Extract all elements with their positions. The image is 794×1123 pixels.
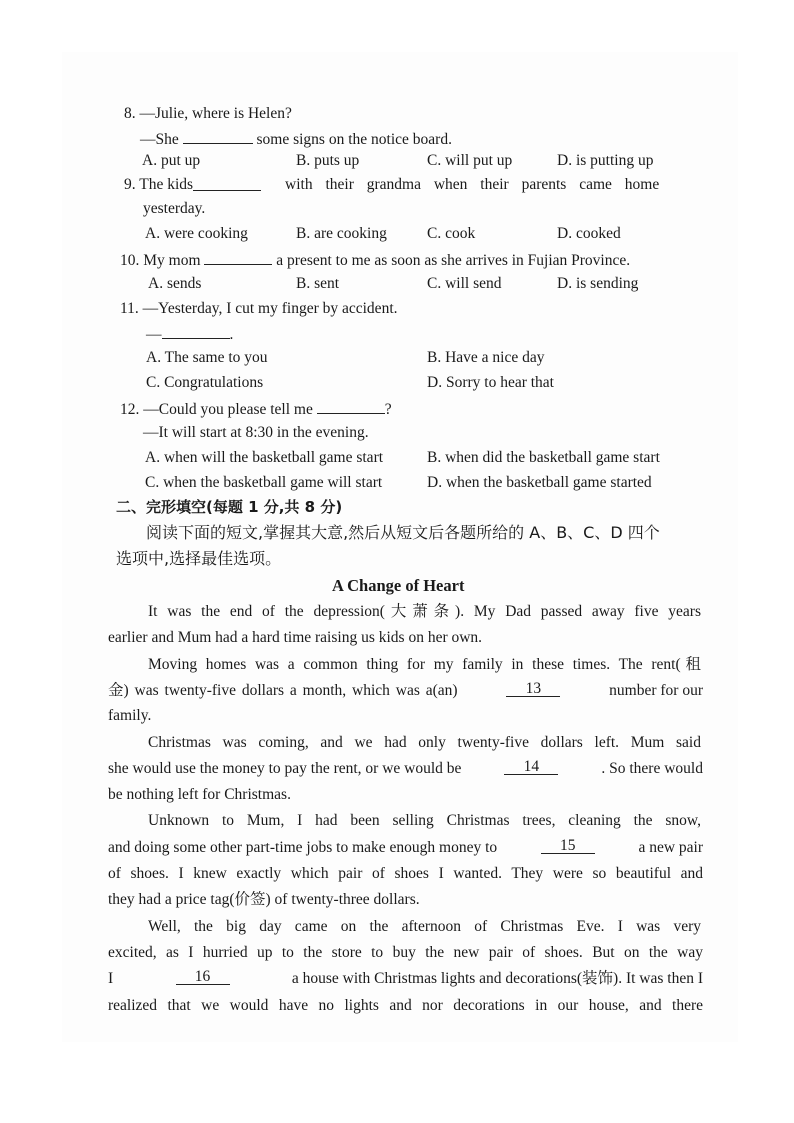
passage-p2-line2	[108, 681, 703, 701]
passage-p5-line3-pre: I	[108, 970, 114, 987]
q11-stem: 11. —Yesterday, I cut my finger by accident.	[120, 300, 398, 317]
q9-post-wrap	[285, 175, 689, 195]
passage-p3-line2-post: . So there would	[601, 760, 703, 777]
passage-p5-line1: Well, the big day came on the afternoon of Christmas Eve. I was very	[148, 918, 701, 935]
blank-15[interactable]: 15	[541, 838, 595, 854]
q11-option-b[interactable]: B. Have a nice day	[427, 349, 545, 366]
passage-p4-line2	[108, 838, 703, 858]
blank-13[interactable]: 13	[506, 681, 560, 697]
q8-line2-pre: —She	[140, 131, 179, 148]
passage-p1-line1: It was the end of the depression(大萧条). My Dad passed away five years	[148, 603, 701, 620]
q12-line	[120, 398, 392, 420]
section2-instruction-1: 阅读下面的短文,掌握其大意,然后从短文后各题所给的 A、B、C、D 四个	[146, 523, 660, 542]
q11-option-c[interactable]: C. Congratulations	[146, 374, 264, 391]
blank-16[interactable]: 16	[176, 969, 230, 985]
passage-p2-line1: Moving homes was a common thing for my family in these times. The rent(租	[148, 656, 701, 673]
q11-option-a[interactable]: A. The same to you	[146, 349, 268, 366]
q9-option-b[interactable]: B. are cooking	[296, 225, 387, 242]
passage-p4-line2-post: a new pair	[638, 839, 703, 856]
q9-option-c[interactable]: C. cook	[427, 225, 476, 242]
passage-p4-line4: they had a price tag(价签) of twenty-three dollars.	[108, 891, 420, 908]
q10-post: a present to me as soon as she arrives in Fujian Province.	[276, 252, 631, 269]
q11-blank[interactable]	[162, 323, 230, 339]
q9-cont: yesterday.	[143, 200, 206, 217]
q12-blank[interactable]	[317, 398, 385, 414]
passage-p3-line2-pre: she would use the money to pay the rent, or we would be	[108, 760, 462, 777]
q10-option-a[interactable]: A. sends	[148, 275, 202, 292]
passage-p4-line2-pre: and doing some other part-time jobs to make enough money to	[108, 839, 498, 856]
q12-option-c[interactable]: C. when the basketball game will start	[145, 474, 383, 491]
q8-blank[interactable]	[183, 128, 253, 144]
passage-p3-line1: Christmas was coming, and we had only twenty-five dollars left. Mum said	[148, 734, 701, 751]
q11-option-d[interactable]: D. Sorry to hear that	[427, 374, 554, 391]
q10-option-d[interactable]: D. is sending	[557, 275, 639, 292]
q10-pre: 10. My mom	[120, 252, 201, 269]
q10-option-c[interactable]: C. will send	[427, 275, 502, 292]
passage-p5-line2: excited, as I hurried up to the store to buy the new pair of shoes. But on the way	[108, 944, 703, 961]
q9-option-a[interactable]: A. were cooking	[145, 225, 248, 242]
q12-option-b[interactable]: B. when did the basketball game start	[427, 449, 660, 466]
q12-post: ?	[384, 401, 392, 418]
q8-option-a[interactable]: A. put up	[142, 152, 201, 169]
passage-title: A Change of Heart	[332, 576, 465, 595]
q9-option-d[interactable]: D. cooked	[557, 225, 621, 242]
q10-line	[120, 249, 630, 271]
q9-post: with their grandma when their parents came home	[285, 176, 660, 193]
blank-14[interactable]: 14	[504, 759, 558, 775]
q12-option-a[interactable]: A. when will the basketball game start	[145, 449, 384, 466]
q9-pre: 9. The kids	[124, 176, 194, 193]
passage-p5-line4: realized that we would have no lights and nor decorations in our house, and there	[108, 997, 703, 1014]
q8-line2-post: some signs on the notice board.	[256, 131, 452, 148]
q9-blank[interactable]	[193, 175, 261, 191]
q11-reply-pre: —	[146, 326, 162, 343]
passage-p5-line3-post: a house with Christmas lights and decorations(装饰). It was then I	[291, 970, 703, 987]
q8-line2	[140, 128, 452, 150]
passage-p2-line3: family.	[108, 707, 152, 724]
section2-heading: 二、完形填空(每题 1 分,共 8 分)	[116, 498, 343, 516]
q12-reply: —It will start at 8:30 in the evening.	[143, 424, 369, 441]
q8-option-d[interactable]: D. is putting up	[557, 152, 654, 169]
q12-option-d[interactable]: D. when the basketball game started	[427, 474, 652, 491]
q8-stem: 8. —Julie, where is Helen?	[124, 105, 292, 122]
q8-option-c[interactable]: C. will put up	[427, 152, 513, 169]
section2-instruction-2: 选项中,选择最佳选项。	[116, 549, 282, 568]
q8-option-b[interactable]: B. puts up	[296, 152, 360, 169]
q11-reply	[146, 323, 233, 345]
passage-p4-line1: Unknown to Mum, I had been selling Christmas trees, cleaning the snow,	[148, 812, 701, 829]
passage-p5-line3	[108, 969, 703, 989]
passage-p2-line2-post: number for our	[609, 682, 703, 699]
q10-option-b[interactable]: B. sent	[296, 275, 340, 292]
q12-pre: 12. —Could you please tell me	[120, 401, 313, 418]
passage-p3-line3: be nothing left for Christmas.	[108, 786, 291, 803]
passage-p1-line2: earlier and Mum had a hard time raising us kids on her own.	[108, 629, 483, 646]
q10-blank[interactable]	[204, 249, 272, 265]
passage-p4-line3: of shoes. I knew exactly which pair of shoes I wanted. They were so beautiful and	[108, 865, 703, 882]
passage-p3-line2	[108, 759, 703, 779]
passage-p2-line2-pre: 金) was twenty-five dollars a month, which was a(an)	[108, 682, 458, 699]
q9-line1	[124, 175, 689, 195]
q11-reply-post: .	[229, 326, 234, 343]
